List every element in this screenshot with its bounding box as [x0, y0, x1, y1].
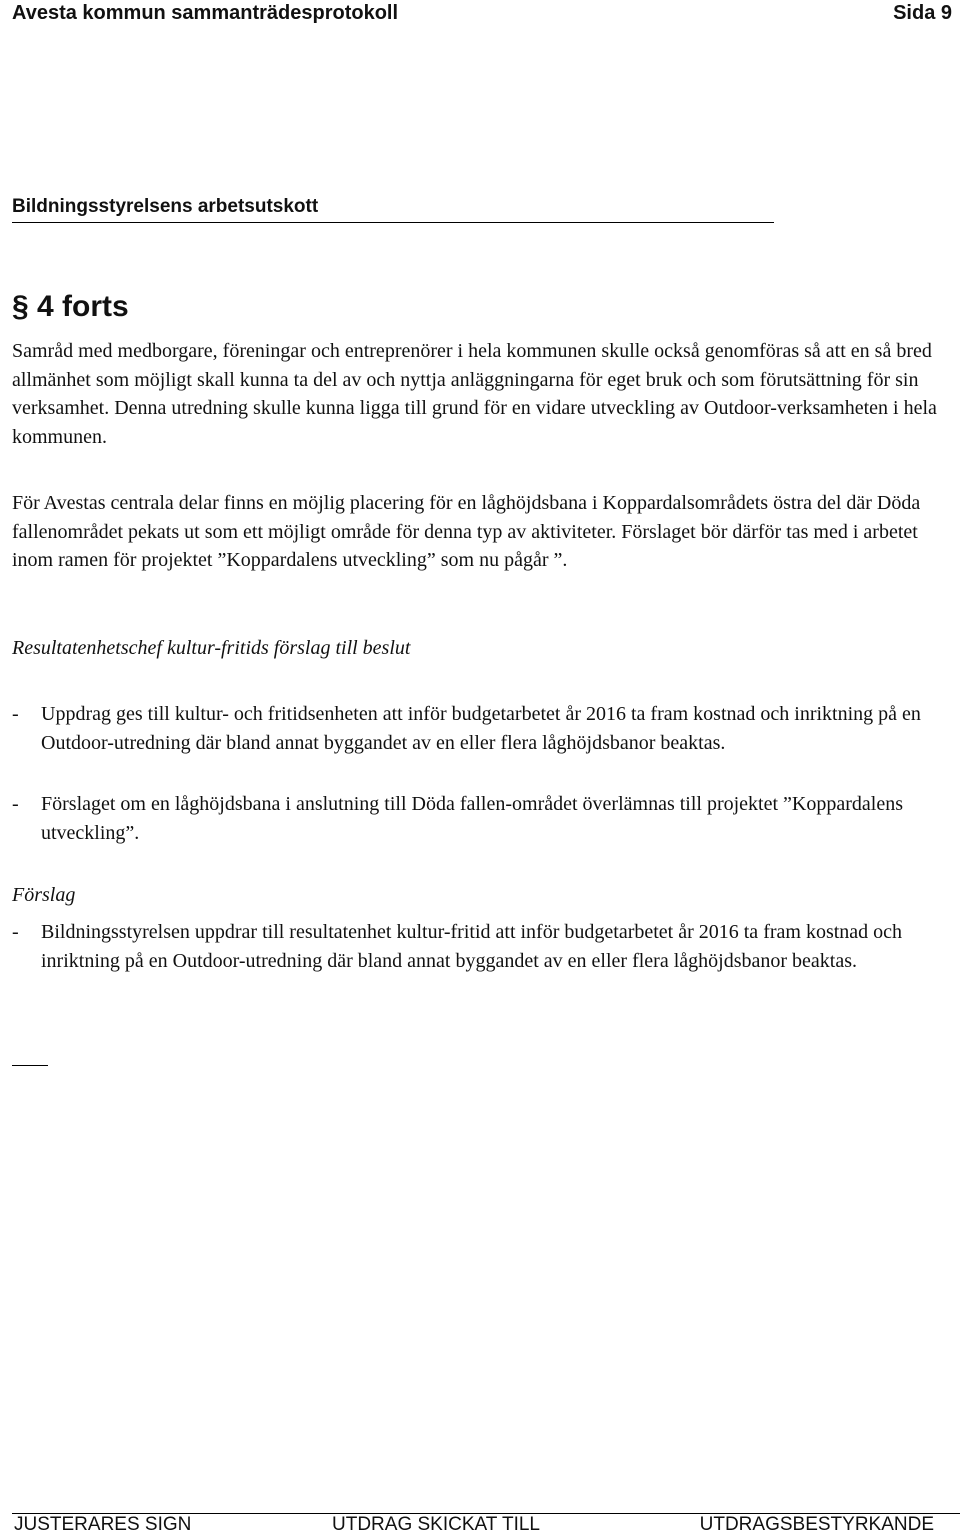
document-title: Avesta kommun sammanträdesprotokoll [12, 2, 399, 24]
list-item-text: Förslaget om en låghöjdsbana i anslutning till Döda fallen-området överlämnas till projektet ”Koppardalens utveckling”. [41, 793, 903, 844]
page-number: Sida 9 [893, 2, 952, 24]
list-item [12, 918, 942, 975]
list-item [12, 700, 942, 757]
list-item [12, 790, 942, 847]
list-item-text: Bildningsstyrelsen uppdrar till resultatenhet kultur-fritid att inför budgetarbetet år 2016 ta fram kostnad och inriktning på en Outdoor-utredning där bland annat byggandet av en eller flera låghöjdsbanor beaktas. [41, 921, 903, 972]
committee-name: Bildningsstyrelsens arbetsutskott [12, 196, 319, 217]
footer-signature-label: JUSTERARES SIGN [14, 1514, 192, 1535]
committee-underline [12, 222, 774, 223]
bullet-marker: - [12, 921, 19, 943]
section-end-rule [12, 1065, 48, 1066]
proposal-heading: Resultatenhetschef kultur-fritids förslag till beslut [12, 637, 411, 659]
footer-certification-label: UTDRAGSBESTYRKANDE [699, 1514, 934, 1535]
footer-sent-label: UTDRAG SKICKAT TILL [332, 1514, 540, 1535]
section-heading: § 4 forts [12, 290, 129, 323]
forslag-heading: Förslag [12, 884, 76, 906]
paragraph-placement: För Avestas centrala delar finns en möjlig placering för en låghöjdsbana i Koppardalsområdets östra del där Döda fallenområdet pekats ut som ett möjligt område för denna typ av aktiviteter. Förslaget bör därför tas med i arbetet inom ramen för projektet ”Koppardalens utveckling” som nu pågår ”. [12, 492, 921, 571]
bullet-marker: - [12, 703, 19, 725]
list-item-text: Uppdrag ges till kultur- och fritidsenheten att inför budgetarbetet år 2016 ta fram kostnad och inriktning på en Outdoor-utredning där bland annat byggandet av en eller flera låghöjdsbanor beaktas. [41, 703, 921, 754]
paragraph-consultation: Samråd med medborgare, föreningar och entreprenörer i hela kommunen skulle också genomföras så att en så bred allmänhet som möjligt skall kunna ta del av och nyttja anläggningarna för eget bruk och som förutsättning för sin verksamhet. Denna utredning skulle kunna ligga till grund för en vidare utveckling av Outdoor-verksamheten i hela kommunen. [12, 340, 937, 448]
bullet-marker: - [12, 793, 19, 815]
